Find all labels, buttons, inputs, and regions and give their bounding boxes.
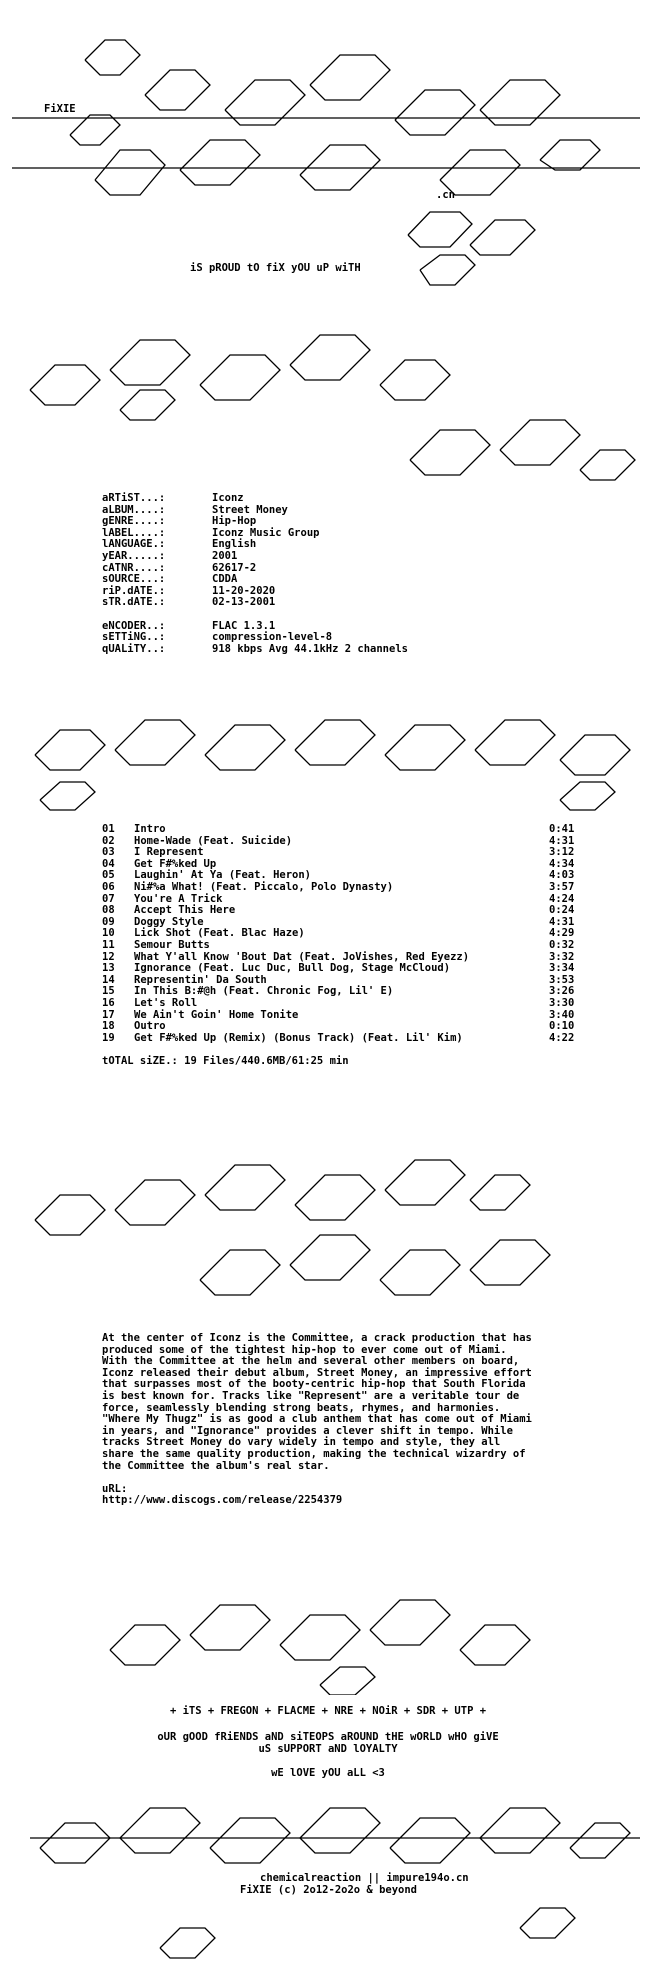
track-row: 19 Get F#%ked Up (Remix) (Bonus Track) (Feat. Lil' Kim) 4:22 xyxy=(102,1031,575,1044)
description-line: Iconz released their debut album, Street Money, an impressive effort xyxy=(102,1366,532,1379)
info-row-language: lANGUAGE.: English xyxy=(102,538,257,551)
group-tag: FiXIE xyxy=(44,103,76,115)
second-logo-art xyxy=(0,310,656,490)
fixie-logo-art xyxy=(0,0,656,200)
info-row-quality: qUALiTY..: 918 kbps Avg 44.1kHz 2 channels xyxy=(102,642,408,655)
description-line: is best known for. Tracks like "Represent" are a veritable tour de xyxy=(102,1389,520,1402)
description-line: the Committee the album's real star. xyxy=(102,1459,330,1472)
info-row-setting: sETTiNG..: compression-level-8 xyxy=(102,631,333,644)
info-row-rip-date: riP.dATE.: 11-20-2020 xyxy=(102,584,276,597)
info-row-album: aLBUM....: Street Money xyxy=(102,503,288,516)
love-line: wE lOVE yOU aLL <3 xyxy=(271,1767,385,1779)
ascii-greets-art xyxy=(0,1575,656,1695)
description xyxy=(102,1333,532,1507)
tracklist-art xyxy=(0,700,656,820)
track-row: 02 Home-Wade (Feat. Suicide) 4:31 xyxy=(102,834,575,847)
track-row: 04 Get F#%ked Up 4:34 xyxy=(102,857,575,870)
description-line: At the center of Iconz is the Committee, a crack production that has xyxy=(102,1332,532,1344)
info-row-year: yEAR.....: 2001 xyxy=(102,549,238,562)
info-row-encoder: eNCODER..: FLAC 1.3.1 xyxy=(102,619,276,632)
url-label: uRL: xyxy=(102,1482,128,1495)
track-row: 01 Intro 0:41 xyxy=(102,823,575,835)
thanks-line-1: oUR gOOD fRiENDS aND siTEOPS aROUND tHE wORLD wHO giVE xyxy=(157,1731,499,1743)
track-row: 18 Outro 0:10 xyxy=(102,1020,575,1033)
track-row: 09 Doggy Style 4:31 xyxy=(102,915,575,928)
footer-credit: chemicalreaction || impure194o.cn xyxy=(260,1872,469,1884)
info-art xyxy=(0,1140,656,1320)
info-row-source: sOURCE...: CDDA xyxy=(102,573,238,586)
description-line: "Where My Thugz" is as good a club anthem that has come out of Miami xyxy=(102,1413,532,1426)
track-row: 12 What Y'all Know 'Bout Dat (Feat. JoVishes, Red Eyezz) 3:32 xyxy=(102,950,575,963)
greets-line: + iTS + FREGON + FLACME + NRE + NOiR + SDR + UTP + xyxy=(169,1705,487,1717)
total-size: tOTAL siZE.: 19 Files/440.6MB/61:25 min xyxy=(102,1054,349,1067)
track-row: 07 You're A Trick 4:24 xyxy=(102,892,575,905)
track-list xyxy=(102,824,589,1067)
ascii-info-art xyxy=(0,1140,656,1320)
track-row: 03 I Represent 3:12 xyxy=(102,846,575,859)
info-row-artist: aRTiST...: Iconz xyxy=(102,492,244,504)
track-row: 17 We Ain't Goin' Home Tonite 3:40 xyxy=(102,1008,575,1021)
ascii-tracklist-art xyxy=(0,700,656,820)
release-url[interactable]: http://www.discogs.com/release/2254379 xyxy=(102,1494,343,1507)
description-line: share the same quality production, making the technical wizardry of xyxy=(102,1447,526,1460)
site-tag: .cn xyxy=(436,189,455,201)
info-row-str-date: sTR.dATE.: 02-13-2001 xyxy=(102,596,276,609)
ascii-logo-shapes xyxy=(0,0,656,200)
description-line: force, seamlessly blending strong beats, rhymes, and harmonies. xyxy=(102,1401,501,1414)
ascii-hex-art xyxy=(0,310,656,490)
description-line: that surpasses most of the booty-centric hip-hop that South Florida xyxy=(102,1378,526,1391)
proud-section xyxy=(0,200,656,310)
track-row: 08 Accept This Here 0:24 xyxy=(102,904,575,917)
footer-copyright: FiXIE (c) 2o12-2o2o & beyond xyxy=(240,1884,418,1896)
footer-art xyxy=(0,1788,656,1966)
track-row: 06 Ni#%a What! (Feat. Piccalo, Polo Dynasty) 3:57 xyxy=(102,880,575,893)
track-row: 13 Ignorance (Feat. Luc Duc, Bull Dog, Stage McCloud) 3:34 xyxy=(102,962,575,975)
ascii-small-art xyxy=(0,200,656,310)
thanks-line-2: uS sUPPORT aND lOYALTY xyxy=(258,1743,398,1755)
proud-line: iS pROUD tO fiX yOU uP wiTH xyxy=(190,262,361,274)
info-row-genre: gENRE....: Hip-Hop xyxy=(102,515,257,528)
track-row: 15 In This B:#@h (Feat. Chronic Fog, Lil' E) 3:26 xyxy=(102,985,575,998)
greets-art xyxy=(0,1575,656,1695)
track-row: 16 Let's Roll 3:30 xyxy=(102,996,575,1009)
track-row: 10 Lick Shot (Feat. Blac Haze) 4:29 xyxy=(102,927,575,940)
track-row: 05 Laughin' At Ya (Feat. Heron) 4:03 xyxy=(102,869,575,882)
description-line: produced some of the tightest hip-hop to ever come out of Miami. xyxy=(102,1343,507,1356)
track-row: 14 Representin' Da South 3:53 xyxy=(102,973,575,986)
track-row: 11 Semour Butts 0:32 xyxy=(102,938,575,951)
description-line: With the Committee at the helm and several other members on board, xyxy=(102,1355,520,1368)
info-row-catnr: cATNR....: 62617-2 xyxy=(102,561,257,574)
release-info xyxy=(102,493,408,655)
info-row-label: lABEL....: Iconz Music Group xyxy=(102,526,320,539)
description-line: in years, and "Ignorance" provides a clever shift in tempo. While xyxy=(102,1424,513,1437)
description-line: tracks Street Money do vary widely in tempo and style, they all xyxy=(102,1436,501,1449)
